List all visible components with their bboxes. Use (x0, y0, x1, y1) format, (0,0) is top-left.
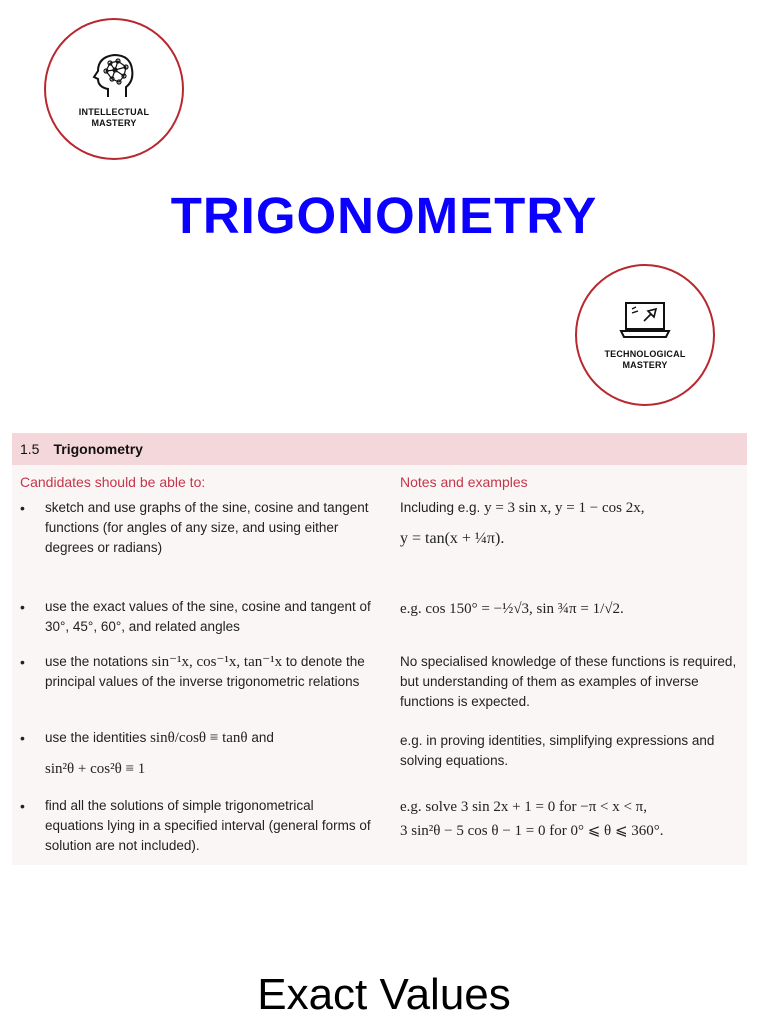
section-heading-exact-values: Exact Values (257, 970, 511, 1019)
item-inverse-math: sin⁻¹x, cos⁻¹x, tan⁻¹x (151, 654, 283, 670)
note-solutions-math2: 3 sin²θ − 5 cos θ − 1 = 0 for 0° ⩽ θ ⩽ 360°. (400, 823, 664, 839)
note-inverse: No specialised knowledge of these functions is required, but understanding of them as examples of inverse functions is expected. (400, 654, 737, 709)
laptop-icon (618, 299, 672, 343)
item-inverse-notations (45, 652, 375, 692)
bullet: • (20, 599, 25, 615)
intellectual-mastery-badge (44, 18, 184, 160)
item-identities-math: sinθ/cosθ ≡ tanθ (150, 730, 248, 746)
bullet: • (20, 798, 25, 814)
item-identities (45, 728, 375, 748)
brain-head-icon (88, 49, 140, 101)
item-identities-prefix: use the identities (45, 730, 151, 745)
item-solutions: find all the solutions of simple trigonometrical equations lying in a specified interval (general forms of solution are not included). (45, 798, 371, 853)
item-identities-suffix: and (247, 730, 274, 745)
item-exact-values: use the exact values of the sine, cosine and tangent of 30°, 45°, 60°, and related angles (45, 599, 371, 634)
section-title: Trigonometry (53, 441, 143, 457)
note-identities: e.g. in proving identities, simplifying expressions and solving equations. (400, 733, 715, 768)
item-inverse-prefix: use the notations (45, 654, 152, 669)
note-solutions-math1: e.g. solve 3 sin 2x + 1 = 0 for −π < x < π, (400, 799, 648, 815)
note-graphs (400, 498, 745, 518)
item-inverse-suffix: to denote the principal values of the inverse trigonometric relations (45, 654, 365, 689)
item-identities-math2: sin²θ + cos²θ ≡ 1 (45, 761, 146, 777)
technological-mastery-label: TECHNOLOGICAL MASTERY (604, 349, 686, 370)
note-graphs-prefix: Including e.g. (400, 500, 485, 515)
technological-mastery-badge (575, 264, 715, 406)
note-graphs-math1: y = 3 sin x, y = 1 − cos 2x, (484, 500, 645, 516)
note-exact-values: e.g. cos 150° = −½√3, sin ¾π = 1/√2. (400, 601, 624, 617)
notes-heading: Notes and examples (400, 474, 528, 490)
bullet: • (20, 654, 25, 670)
intellectual-mastery-label: INTELLECTUAL MASTERY (78, 107, 150, 128)
section-number: 1.5 (20, 441, 40, 457)
item-graphs: sketch and use graphs of the sine, cosine and tangent functions (for angles of any size, and using either degrees or radians) (45, 500, 369, 555)
page-title: TRIGONOMETRY (170, 187, 598, 244)
candidates-heading: Candidates should be able to: (20, 474, 206, 490)
section-header (12, 433, 747, 465)
note-graphs-math2: y = tan(x + ¼π). (400, 530, 505, 547)
bullet: • (20, 500, 25, 516)
bullet: • (20, 730, 25, 746)
syllabus-excerpt (12, 433, 747, 865)
